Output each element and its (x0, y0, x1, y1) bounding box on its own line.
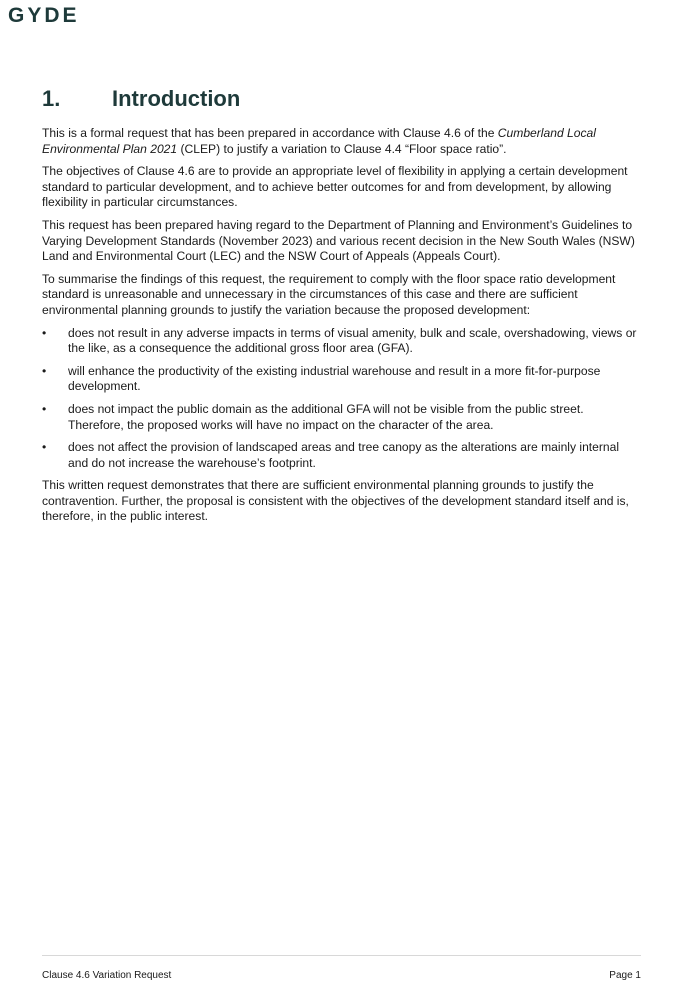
section-title: Introduction (112, 86, 241, 111)
list-item (42, 402, 642, 433)
company-logo: GYDE (8, 4, 80, 27)
footer-page-number: Page 1 (609, 970, 641, 981)
list-item-text: does not affect the provision of landscaped areas and tree canopy as the alterations are mainly internal and do not increase the warehouse’s footprint. (68, 440, 620, 470)
list-item (42, 364, 642, 395)
bullet-icon: • (42, 325, 47, 340)
section-heading (42, 86, 240, 112)
footer-divider (42, 955, 641, 956)
list-item (42, 440, 642, 471)
paragraph-intro-text-b: (CLEP) to justify a variation to Clause 4.4 “Floor space ratio”. (177, 141, 507, 156)
paragraph-intro-text-a: This is a formal request that has been prepared in accordance with Clause 4.6 of the (42, 126, 498, 140)
findings-list (42, 326, 642, 472)
list-item-text: does not result in any adverse impacts in terms of visual amenity, bulk and scale, overshadowing, views or the like, as a consequence the additional gross floor area (GFA). (68, 325, 637, 356)
document-body (42, 126, 642, 532)
footer-document-title: Clause 4.6 Variation Request (42, 970, 172, 981)
list-item-text: will enhance the productivity of the existing industrial warehouse and result in a more fit-for-purpose development. (68, 363, 601, 394)
paragraph-intro (42, 126, 642, 157)
paragraph-objectives: The objectives of Clause 4.6 are to provide an appropriate level of flexibility in applying a certain development standard to particular development, and to achieve better outcomes for and from development, by allowing flexibility in particular circumstances. (42, 164, 628, 210)
list-item (42, 326, 642, 357)
paragraph-guidelines: This request has been prepared having regard to the Department of Planning and Environment’s Guidelines to Varying Development Standards (November 2023) and various recent decision in the New South Wales (NSW) Land and Environmental Court (LEC) and the NSW Court of Appeals (Appeals Court). (42, 217, 635, 264)
paragraph-summary: To summarise the findings of this request, the requirement to comply with the floor space ratio development standard is unreasonable and unnecessary in the circumstances of this case and there are sufficient environmental planning grounds to justify the variation because the proposed development: (42, 271, 616, 317)
paragraph-conclusion: This written request demonstrates that there are sufficient environmental planning grounds to justify the contravention. Further, the proposal is consistent with the objectives of the development standard itself and is, therefore, in the public interest. (42, 478, 629, 524)
bullet-icon: • (42, 363, 47, 378)
section-number: 1. (42, 86, 61, 111)
bullet-icon: • (42, 401, 47, 416)
bullet-icon: • (42, 440, 47, 455)
list-item-text: does not impact the public domain as the additional GFA will not be visible from the public street. Therefore, the proposed works will have no impact on the character of the area. (68, 401, 584, 432)
plan-name-italic: Cumberland Local Environmental Plan 2021 (42, 126, 596, 156)
